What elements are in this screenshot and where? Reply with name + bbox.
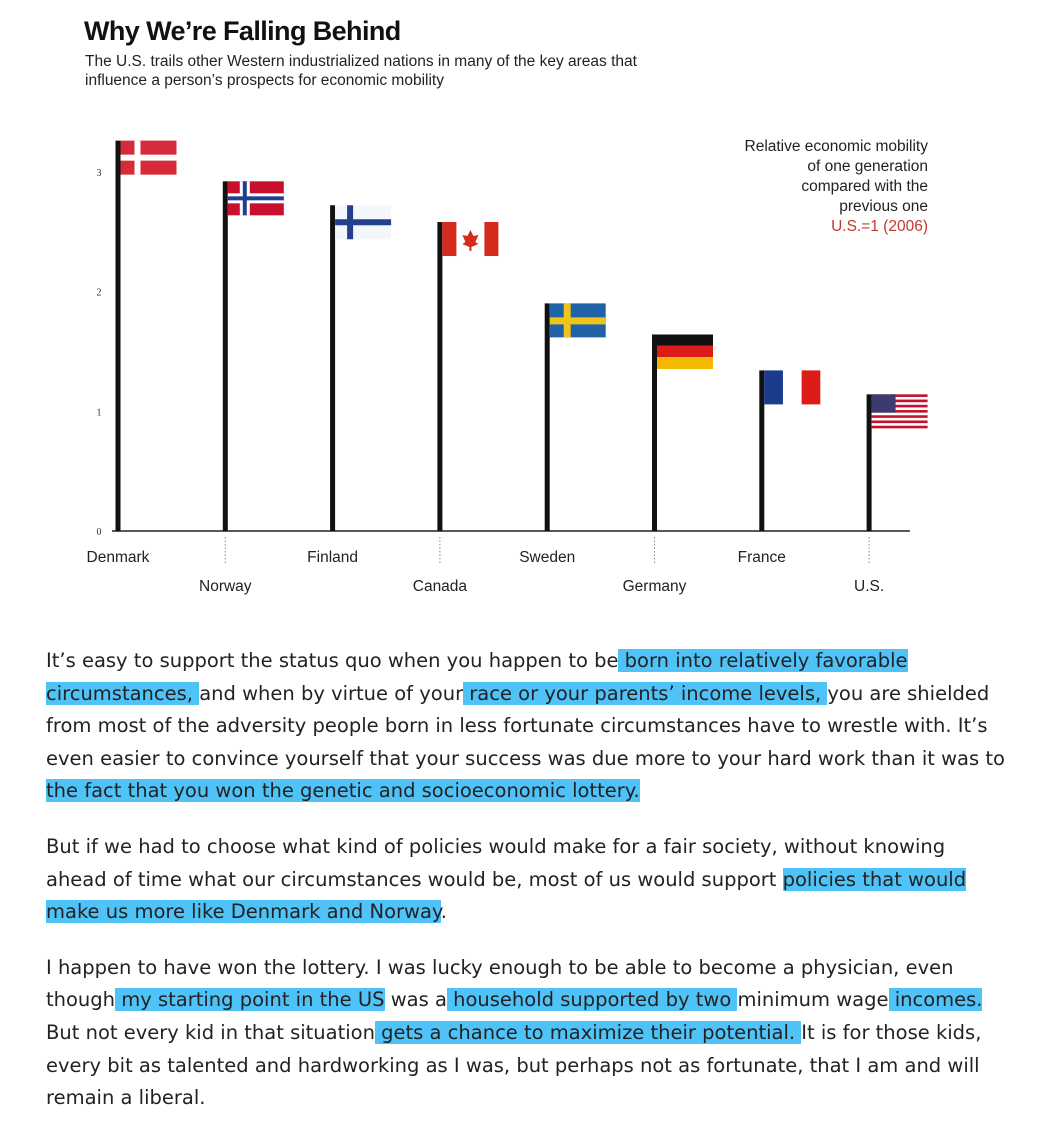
text-run[interactable]: minimum wage <box>737 988 889 1012</box>
flag-part <box>657 346 713 357</box>
flag-bar-france <box>759 370 820 531</box>
highlighted-text[interactable]: born into relatively favorable circumstances, <box>46 649 908 705</box>
x-tick-label: Norway <box>199 578 252 595</box>
text-run[interactable]: and when by virtue of your <box>199 681 464 705</box>
legend-sub: U.S.=1 (2006) <box>831 218 928 235</box>
flag-part <box>484 222 498 256</box>
flag-bar-norway <box>223 181 284 564</box>
flag-pole <box>330 205 335 531</box>
highlighted-text[interactable]: my starting point in the US <box>115 988 385 1012</box>
text-run[interactable]: I happen to have won the lottery. I was lucky enough to be able to become a physician, even though <box>46 955 954 1012</box>
flag-pole <box>116 141 121 531</box>
flag-bar-germany <box>652 335 713 565</box>
highlighted-text[interactable]: race or your parents’ income levels, <box>463 681 828 705</box>
x-tick-label: Germany <box>622 578 687 595</box>
article-paragraph <box>46 952 1006 1115</box>
x-tick-label: Denmark <box>86 549 150 566</box>
highlighted-text[interactable]: incomes. <box>888 988 983 1012</box>
y-tick-label: 3 <box>96 168 102 179</box>
highlighted-text[interactable]: gets a chance to maximize their potential. <box>374 1020 802 1044</box>
flag-bar-us <box>867 394 928 564</box>
x-tick-label: U.S. <box>854 578 885 595</box>
y-tick-label: 0 <box>96 527 102 538</box>
flag-bar-sweden <box>545 303 606 531</box>
article-body <box>46 645 1006 1138</box>
text-run[interactable]: It’s easy to support the status quo when you happen to be <box>46 649 619 672</box>
x-tick-label: France <box>737 549 786 566</box>
chart-subtitle: The U.S. trails other Western industrialized nations in many of the key areas that influence a person’s prospects for economic mobility <box>85 53 637 89</box>
flag-pole <box>437 222 442 531</box>
flag-part <box>657 357 713 369</box>
flag-pole <box>545 303 550 531</box>
article-paragraph <box>46 645 1006 808</box>
flag-part <box>802 370 821 404</box>
flag-pole <box>652 335 657 532</box>
flag-part <box>550 317 606 324</box>
text-run[interactable]: was a <box>384 988 447 1012</box>
text-run[interactable]: . <box>440 900 447 924</box>
flag-bar-denmark <box>116 141 177 531</box>
chart-legend <box>740 137 928 237</box>
flag-bar-canada <box>437 222 498 564</box>
x-tick-label: Sweden <box>519 549 576 566</box>
flag-part <box>783 370 802 404</box>
flag-pole <box>867 394 872 531</box>
flag-france <box>764 370 783 404</box>
highlighted-text[interactable]: policies that would make us more like Denmark and Norway <box>46 867 967 924</box>
article-paragraph <box>46 831 1006 929</box>
flag-part <box>872 426 928 429</box>
flag-pole <box>759 370 764 531</box>
flag-part <box>872 415 928 418</box>
highlighted-text[interactable]: the fact that you won the genetic and socioeconomic lottery. <box>46 779 640 803</box>
text-run[interactable]: But if we had to choose what kind of policies would make for a fair society, without knowing ahead of time what our circumstances would be, most of us would support <box>46 834 946 891</box>
y-tick-label: 2 <box>96 287 102 299</box>
flag-part <box>872 394 896 412</box>
text-run[interactable]: But not every kid in that situation <box>46 1020 375 1044</box>
x-tick-label: Finland <box>307 549 359 566</box>
y-tick-label: 1 <box>96 407 102 419</box>
flag-part <box>872 420 928 423</box>
flag-part <box>228 196 284 200</box>
x-tick-label: Canada <box>412 578 468 595</box>
flag-germany <box>657 335 713 346</box>
chart-title: Why We’re Falling Behind <box>84 16 401 46</box>
flag-part <box>442 222 456 256</box>
highlighted-text[interactable]: household supported by two <box>446 988 738 1012</box>
flag-bar-finland <box>330 205 391 531</box>
flag-pole <box>223 181 228 531</box>
text-run[interactable]: It is for those kids, every bit as talented and hardworking as I was, but perhaps not as fortunate, that I am and will remain a liberal. <box>46 1020 982 1110</box>
flag-part <box>121 155 177 161</box>
flag-part <box>335 219 391 225</box>
legend-text: Relative economic mobility of one generation compared with the previous one <box>744 138 928 215</box>
text-run[interactable]: you are shielded from most of the adversity people born in less fortunate circumstances have to wrestle with. It’s even easier to convince yourself that your success was due more to your hard work than it was to <box>46 681 1005 770</box>
